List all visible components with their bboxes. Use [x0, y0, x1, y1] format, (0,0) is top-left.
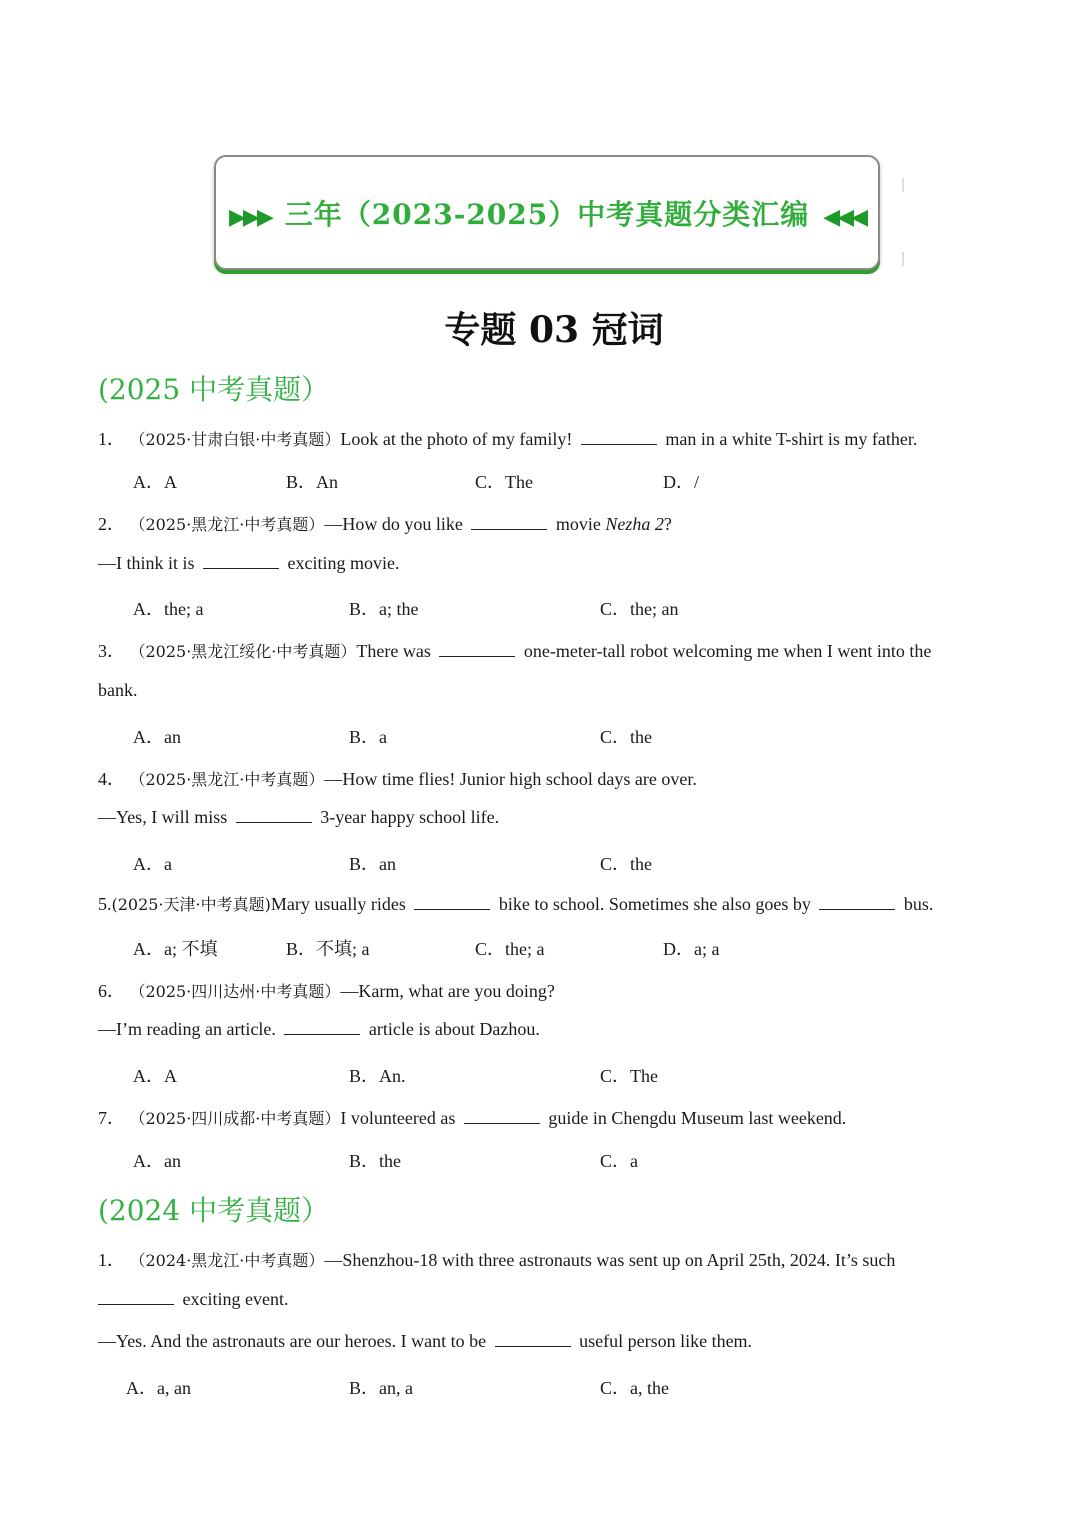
- answer-blank[interactable]: [471, 515, 547, 530]
- question-source: （2025·四川达州·中考真题）: [129, 982, 341, 1001]
- title-banner: [214, 155, 880, 270]
- option-d[interactable]: D．/: [663, 472, 699, 492]
- option-a[interactable]: A．A: [133, 472, 177, 492]
- option-a[interactable]: A．a, an: [126, 1378, 191, 1398]
- question-number: 6．: [98, 981, 125, 1001]
- question-text: 3-year happy school life.: [315, 807, 500, 827]
- question-source: （2024·黑龙江·中考真题）: [129, 1251, 325, 1270]
- question-source: （2025·甘肃白银·中考真题）: [129, 430, 341, 449]
- question-number: 7．: [98, 1108, 125, 1128]
- question-text: guide in Chengdu Museum last weekend.: [543, 1108, 847, 1128]
- question-6: [98, 977, 555, 1003]
- option-b[interactable]: B．the: [349, 1151, 401, 1171]
- question-text: Look at the photo of my family!: [340, 429, 577, 449]
- question-1: [98, 425, 917, 451]
- question-text: —Karm, what are you doing?: [340, 981, 555, 1001]
- divider: [902, 178, 904, 192]
- movie-title: Nezha 2: [605, 514, 664, 534]
- question-text: —How do you like: [324, 514, 468, 534]
- option-c[interactable]: C．a, the: [600, 1378, 669, 1398]
- option-c[interactable]: C．the: [600, 854, 652, 874]
- question-2024-1: [98, 1246, 895, 1272]
- answer-blank[interactable]: [464, 1109, 540, 1124]
- page-title: 专题 03 冠词: [444, 309, 664, 351]
- banner-title: 三年（2023-2025）中考真题分类汇编: [284, 197, 810, 231]
- question-number: 5.: [98, 894, 112, 914]
- answer-blank[interactable]: [203, 554, 279, 569]
- question-text: ?: [663, 514, 672, 534]
- question-text: man in a white T-shirt is my father.: [660, 429, 918, 449]
- question-text: —I’m reading an article.: [98, 1019, 281, 1039]
- option-d[interactable]: D．a; a: [663, 939, 720, 959]
- section-heading-2024: (2024 中考真题）: [98, 1194, 330, 1227]
- question-text: Mary usually rides: [270, 894, 411, 914]
- question-source: （2025·黑龙江绥化·中考真题）: [129, 642, 357, 661]
- option-a[interactable]: A．an: [133, 727, 181, 747]
- question-text: one-meter-tall robot welcoming me when I went into the: [519, 641, 932, 661]
- question-3: [98, 637, 931, 663]
- question-text: —I think it is: [98, 553, 200, 573]
- question-text: useful person like them.: [574, 1331, 753, 1351]
- question-number: 2．: [98, 514, 125, 534]
- option-c[interactable]: C．the; a: [475, 939, 545, 959]
- answer-blank[interactable]: [98, 1290, 174, 1305]
- question-2024-1-line-2: [98, 1289, 288, 1310]
- answer-blank[interactable]: [284, 1020, 360, 1035]
- answer-blank[interactable]: [581, 430, 657, 445]
- question-text: bike to school. Sometimes she also goes by: [494, 894, 816, 914]
- question-number: 1．: [98, 429, 125, 449]
- question-number: 1．: [98, 1250, 125, 1270]
- option-b[interactable]: B．An.: [349, 1066, 406, 1086]
- answer-blank[interactable]: [414, 895, 490, 910]
- option-a[interactable]: A．the; a: [133, 599, 204, 619]
- banner-heading: [215, 193, 879, 233]
- question-5: [98, 892, 933, 915]
- option-c[interactable]: C．The: [475, 472, 533, 492]
- arrow-left-icon: ◀◀◀: [823, 203, 866, 230]
- question-2024-1-line-3: [98, 1331, 752, 1352]
- question-text: exciting movie.: [283, 553, 400, 573]
- option-a[interactable]: A．an: [133, 1151, 181, 1171]
- option-b[interactable]: B．an: [349, 854, 396, 874]
- answer-blank[interactable]: [495, 1332, 571, 1347]
- option-b[interactable]: B．a: [349, 727, 387, 747]
- option-a[interactable]: A．a; 不填: [133, 939, 218, 959]
- question-2: [98, 510, 672, 536]
- option-b[interactable]: B．an, a: [349, 1378, 413, 1398]
- answer-blank[interactable]: [236, 808, 312, 823]
- option-a[interactable]: A．a: [133, 854, 172, 874]
- question-number: 3．: [98, 641, 125, 661]
- question-7: [98, 1104, 846, 1130]
- question-source: （2025·黑龙江·中考真题）: [129, 770, 325, 789]
- option-b[interactable]: B．不填; a: [286, 939, 370, 959]
- option-c[interactable]: C．a: [600, 1151, 638, 1171]
- option-b[interactable]: B．An: [286, 472, 339, 492]
- question-text: article is about Dazhou.: [364, 1019, 540, 1039]
- question-text: movie: [551, 514, 606, 534]
- question-text: I volunteered as: [340, 1108, 460, 1128]
- question-6-line-2: [98, 1019, 540, 1040]
- question-text: —How time flies! Junior high school days are over.: [324, 769, 697, 789]
- option-b[interactable]: B．a; the: [349, 599, 419, 619]
- divider: [902, 252, 904, 266]
- question-text: bus.: [899, 894, 934, 914]
- answer-blank[interactable]: [819, 895, 895, 910]
- question-text: exciting event.: [178, 1289, 289, 1309]
- question-source: （2025·四川成都·中考真题）: [129, 1109, 341, 1128]
- question-text: —Yes, I will miss: [98, 807, 232, 827]
- question-number: 4．: [98, 769, 125, 789]
- question-4-line-2: [98, 807, 499, 828]
- question-4: [98, 765, 697, 791]
- question-text: —Shenzhou-18 with three astronauts was sent up on April 25th, 2024. It’s such: [324, 1250, 896, 1270]
- option-c[interactable]: C．the; an: [600, 599, 679, 619]
- answer-blank[interactable]: [439, 642, 515, 657]
- option-c[interactable]: C．The: [600, 1066, 658, 1086]
- arrow-right-icon: ▶▶▶: [229, 203, 271, 230]
- question-3-line-2: bank.: [98, 680, 138, 700]
- question-2-line-2: [98, 553, 400, 574]
- option-a[interactable]: A．A: [133, 1066, 177, 1086]
- question-text: —Yes. And the astronauts are our heroes. I want to be: [98, 1331, 491, 1351]
- section-heading-2025: (2025 中考真题）: [98, 373, 330, 406]
- option-c[interactable]: C．the: [600, 727, 652, 747]
- question-text: There was: [356, 641, 436, 661]
- question-source: （2025·黑龙江·中考真题）: [129, 515, 325, 534]
- question-source: (2025·天津·中考真题): [111, 895, 271, 914]
